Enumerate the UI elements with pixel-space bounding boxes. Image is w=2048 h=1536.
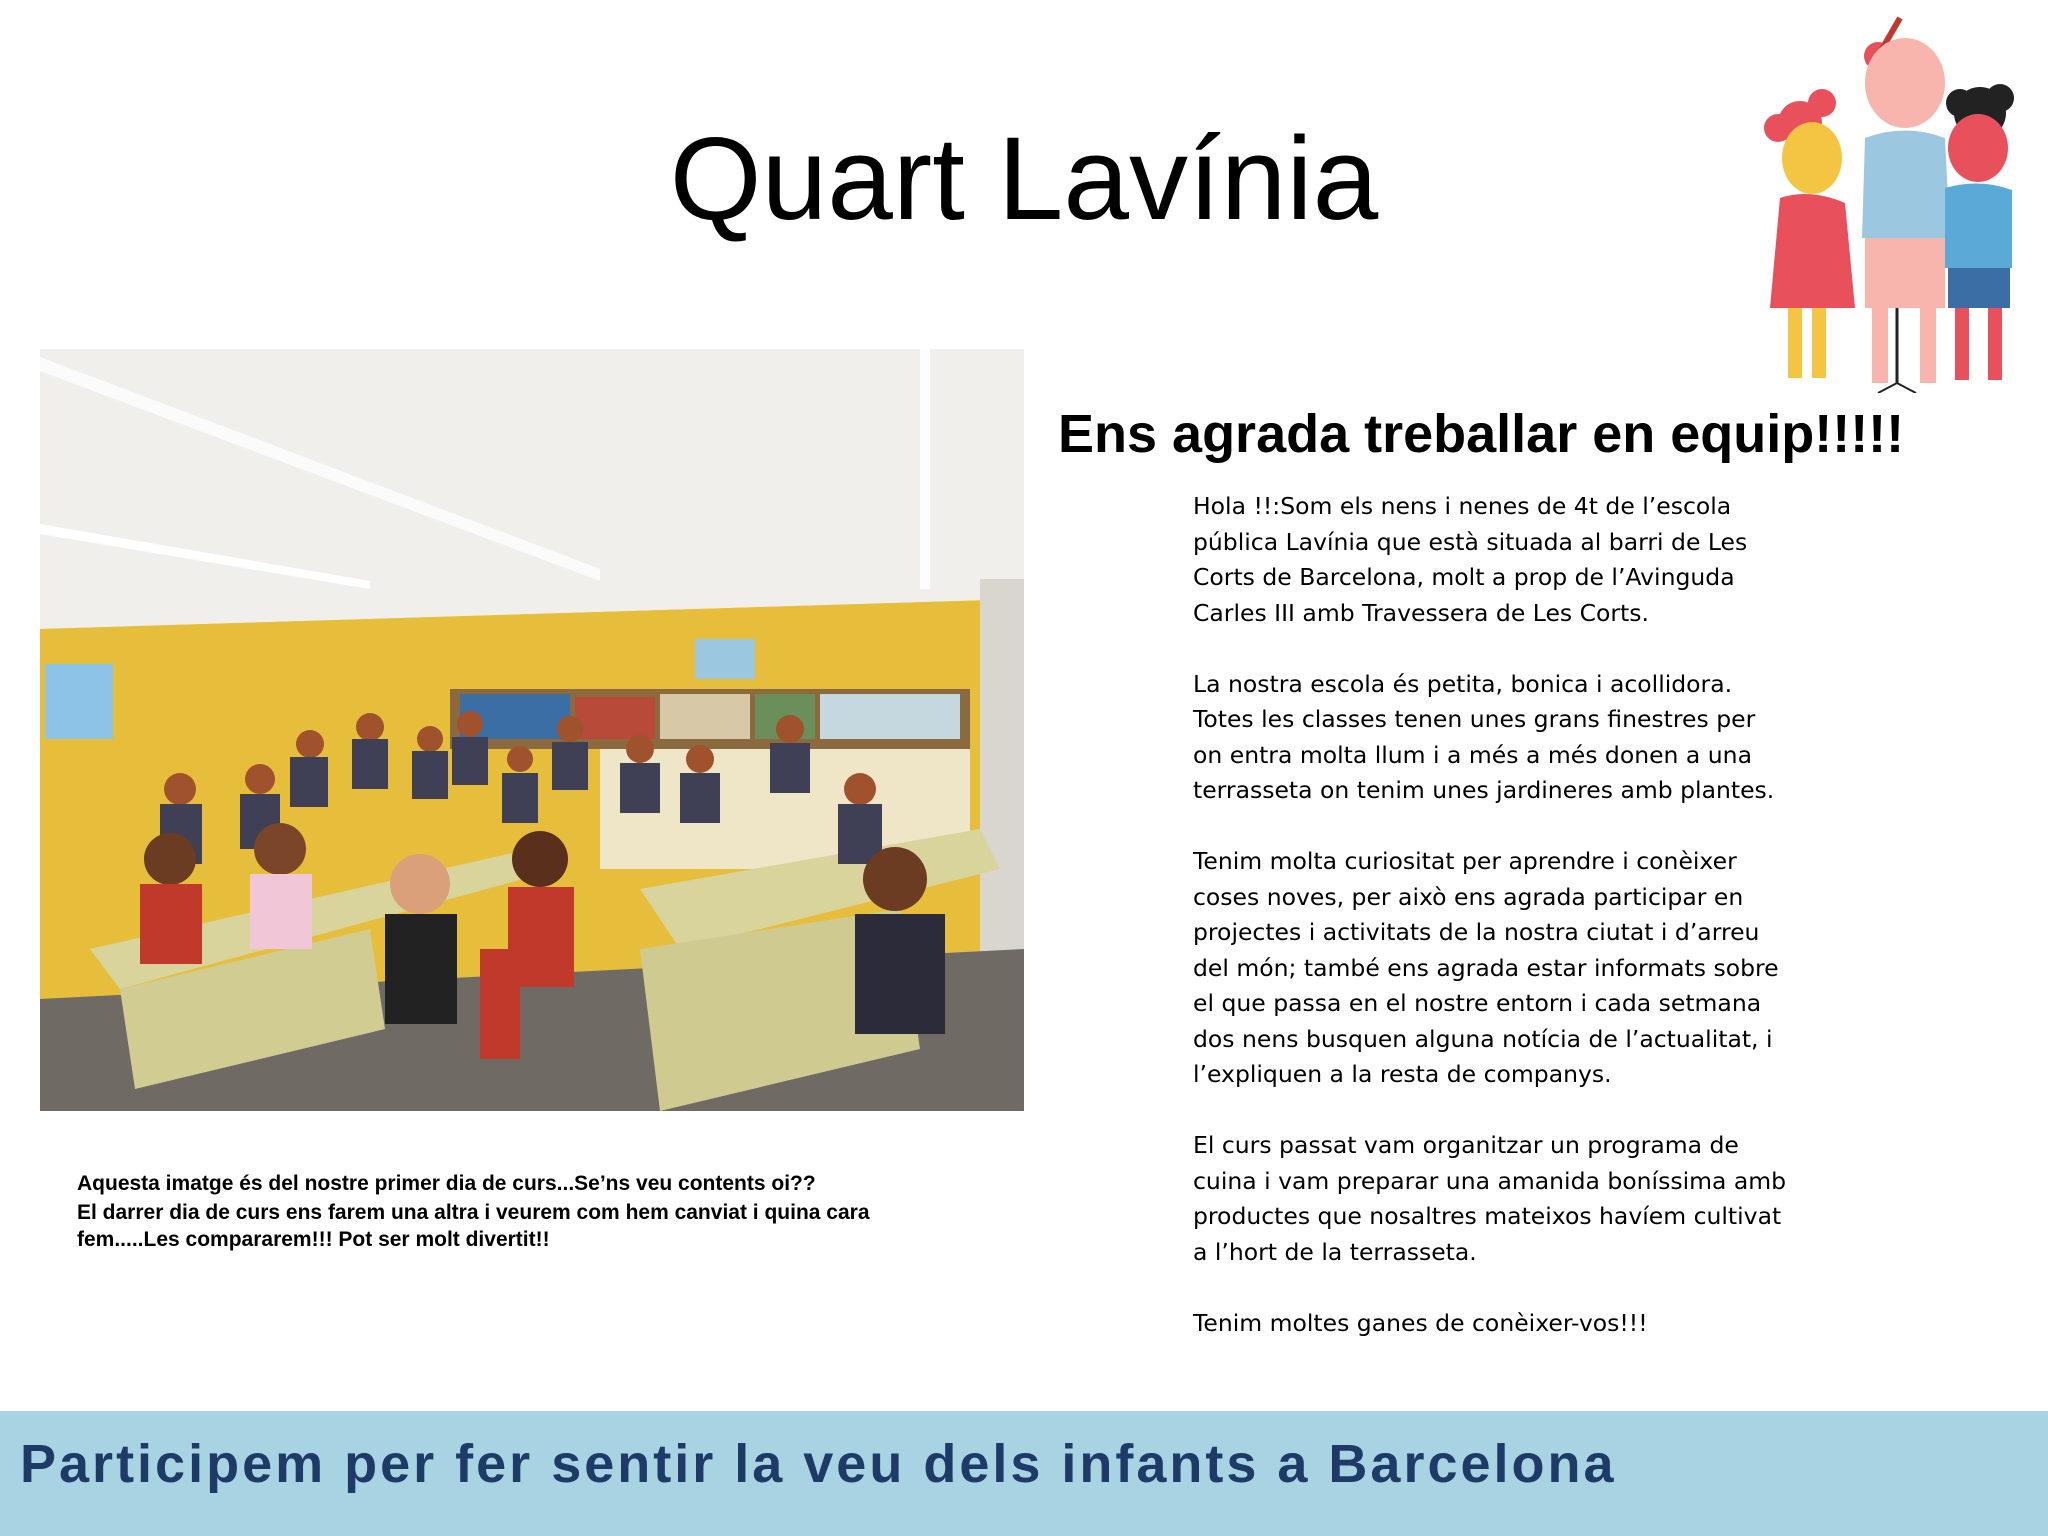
singing-children-illustration [1750,8,2025,393]
intro-paragraph: Hola !!:Som els nens i nenes de 4t de l’escola pública Lavínia que està situada al barri de Les Corts de Barcelona, molt a prop de l’Avinguda Carles III amb Travessera de Les Corts. [1193,492,1748,627]
intro-text [1193,489,1813,1377]
section-heading: Ens agrada treballar en equip!!!!! [1058,404,1905,464]
footer-banner [0,1411,2048,1536]
intro-paragraph: El curs passat vam organitzar un programa de cuina i vam preparar una amanida boníssima amb productes que nosaltres mateixos havíem cultivat a l’hort de la terrasseta. [1193,1131,1787,1266]
intro-paragraph: Tenim moltes ganes de conèixer-vos!!! [1193,1308,1648,1337]
caption-line-2: El darrer dia de curs ens farem una altra i veurem com hem canviat i quina cara fem.....Les compararem!!! Pot ser molt divertit!! [77,1201,870,1251]
photo-caption [77,1170,977,1253]
slide-title: Quart Lavínia [669,113,1379,245]
classroom-photo [40,349,1024,1111]
footer-slogan: Participem per fer sentir la veu dels infants a Barcelona [20,1434,1617,1494]
caption-line-1: Aquesta imatge és del nostre primer dia de curs...Se’ns veu contents oi?? [77,1172,816,1195]
intro-paragraph: Tenim molta curiositat per aprendre i conèixer coses noves, per això ens agrada participar en projectes i activitats de la nostra ciutat i d’arreu del món; també ens agrada estar informats sobre el que passa en el nostre entorn i cada setmana dos nens busquen alguna notícia de l’actualitat, i l’expliquen a la resta de companys. [1193,847,1779,1088]
intro-paragraph: La nostra escola és petita, bonica i acollidora. Totes les classes tenen unes grans finestres per on entra molta llum i a més a més donen a una terrasseta on tenim unes jardineres amb plantes. [1193,669,1775,804]
